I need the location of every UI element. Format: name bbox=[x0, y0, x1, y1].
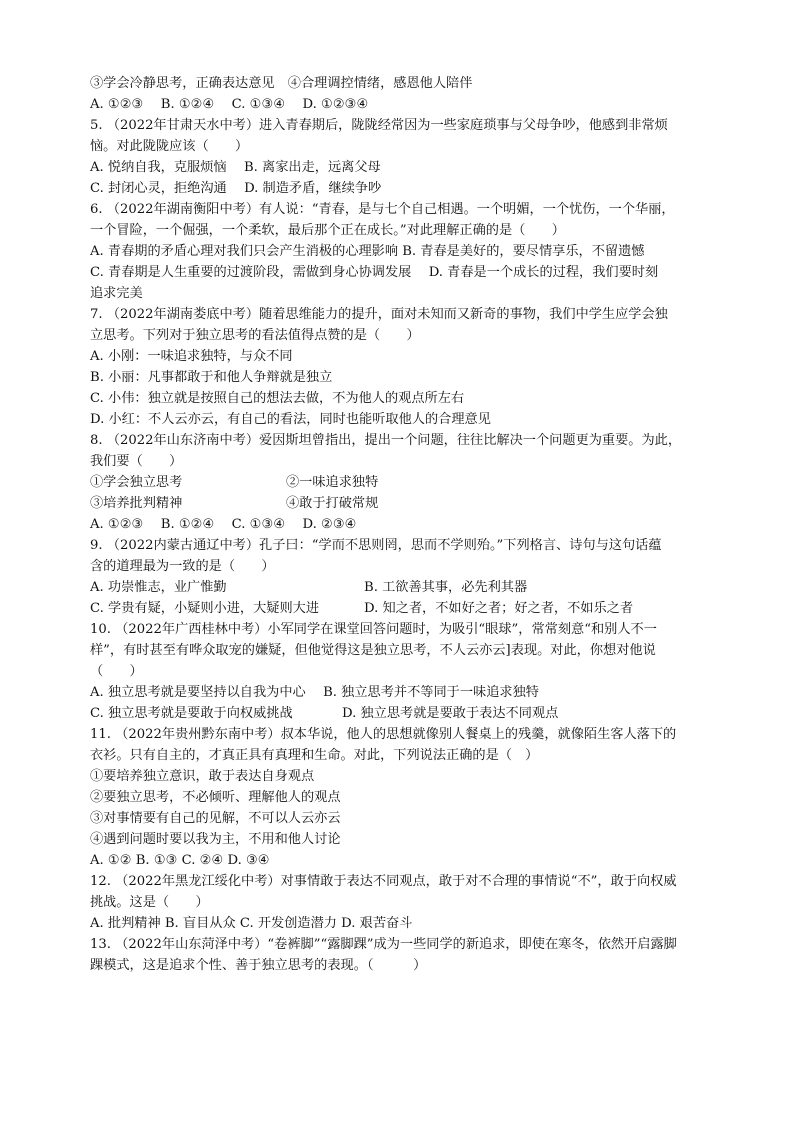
text-line: A. 小刚：一味追求独特，与众不同 bbox=[90, 349, 293, 364]
text-line: 踝模式，这是追求个性、善于独立思考的表现。（ ） bbox=[90, 958, 427, 973]
option-left: A. 功崇惟志，业广惟勤 bbox=[90, 580, 227, 595]
option-right: B. 工欲善其事，必先利其器 bbox=[364, 580, 528, 595]
text-line: （ ） bbox=[90, 664, 143, 679]
text-line: 追求完美 bbox=[90, 286, 143, 301]
text-line: A. 青春期的矛盾心理对我们只会产生消极的心理影响 B. 青春是美好的，要尽情享乐，不留遗憾 bbox=[90, 244, 645, 259]
text-line: 挑战。这是（ ） bbox=[90, 895, 209, 910]
text-line: ④遇到问题时要以我为主，不用和他人讨论 bbox=[90, 832, 341, 847]
option-right: D. 知之者，不如好之者；好之者，不如乐之者 bbox=[364, 601, 634, 616]
text-line: A. ①②③ B. ①②④ C. ①③④ D. ①②③④ bbox=[90, 97, 369, 112]
text-line: 7. （2022年湖南娄底中考）随着思维能力的提升，面对未知而又新奇的事物，我们中学生应学会独 bbox=[90, 307, 668, 322]
text-line: 一个冒险，一个倔强，一个柔软，最后那个正在成长。”对此理解正确的是（ ） bbox=[90, 223, 565, 238]
text-line: A. ①② B. ①③ C. ②④ D. ③④ bbox=[90, 853, 270, 868]
option-row bbox=[90, 704, 559, 724]
option-row bbox=[90, 494, 379, 514]
option-row bbox=[90, 578, 528, 598]
text-line: ③学会冷静思考，正确表达意见 ④合理调控情绪，感恩他人陪伴 bbox=[90, 76, 473, 91]
option-right: D. 独立思考就是要敢于表达不同观点 bbox=[342, 706, 559, 721]
text-line: D. 小红：不人云亦云，有自己的看法，同时也能听取他人的合理意见 bbox=[90, 412, 491, 427]
text-line: 11. （2022年贵州黔东南中考）叔本华说，他人的思想就像别人餐桌上的残羹，就像陌生客人落下的 bbox=[90, 727, 677, 742]
text-line: A. ①②③ B. ①②④ C. ①③④ D. ②③④ bbox=[90, 517, 357, 532]
text-line: C. 封闭心灵，拒绝沟通 D. 制造矛盾，继续争吵 bbox=[90, 181, 382, 196]
text-line: 8. （2022年山东济南中考）爱因斯坦曾指出，提出一个问题，往往比解决一个问题更为重要。为此， bbox=[90, 433, 682, 448]
text-line: ②要独立思考，不必倾听、理解他人的观点 bbox=[90, 790, 341, 805]
text-line: 12. （2022年黑龙江绥化中考）对事情敢于表达不同观点，敢于对不合理的事情说“不”，敢于向权威 bbox=[90, 874, 677, 889]
option-left: C. 独立思考就是要敢于向权威挑战 bbox=[90, 706, 293, 721]
text-line: 样”，有时甚至有哗众取宠的嫌疑，但他觉得这是独立思考，不人云亦云]表现。对此，你想对他说 bbox=[90, 643, 656, 658]
text-line: 含的道理最为一致的是（ ） bbox=[90, 559, 275, 574]
text-line: 13. （2022年山东菏泽中考）“卷裤脚”“露脚踝”成为一些同学的新追求，即使在寒冬，依然开启露脚 bbox=[90, 937, 677, 952]
text-line: A. 独立思考就是要坚持以自我为中心 B. 独立思考并不等同于一味追求独特 bbox=[90, 685, 539, 700]
option-left: ①学会独立思考 bbox=[90, 475, 183, 490]
option-right: ④敢于打破常规 bbox=[286, 496, 379, 511]
text-line: A. 批判精神 B. 盲目从众 C. 开发创造潜力 D. 艰苦奋斗 bbox=[90, 916, 413, 931]
option-row bbox=[90, 473, 379, 493]
text-line: C. 小伟：独立就是按照自己的想法去做，不为他人的观点所左右 bbox=[90, 391, 465, 406]
text-line: 6. （2022年湖南衡阳中考）有人说：“青春，是与七个自己相遇。一个明媚，一个忧伤，一个华丽， bbox=[90, 202, 675, 217]
text-line: 10. （2022年广西桂林中考）小军同学在课堂回答问题时，为吸引“眼球”，常常刻意“和别人不一 bbox=[90, 622, 657, 637]
text-line: 立思考。下列对于独立思考的看法值得点赞的是（ ） bbox=[90, 328, 420, 343]
option-row bbox=[90, 599, 634, 619]
text-line: C. 青春期是人生重要的过渡阶段，需做到身心协调发展 D. 青春是一个成长的过程，我们要时刻 bbox=[90, 265, 659, 280]
text-line: 5. （2022年甘肃天水中考）进入青春期后，陇陇经常因为一些家庭琐事与父母争吵，他感到非常烦 bbox=[90, 118, 668, 133]
text-line: 衣衫。只有自主的，才真正具有真理和生命。对此，下列说法正确的是（ ） bbox=[90, 748, 539, 763]
option-left: ③培养批判精神 bbox=[90, 496, 183, 511]
text-line: ③对事情要有自己的见解，不可以人云亦云 bbox=[90, 811, 341, 826]
text-line: A. 悦纳自我，克服烦恼 B. 离家出走，远离父母 bbox=[90, 160, 381, 175]
option-left: C. 学贵有疑，小疑则小进，大疑则大进 bbox=[90, 601, 320, 616]
text-line: 恼。对此陇陇应该（ ） bbox=[90, 139, 249, 154]
text-line: 我们要（ ） bbox=[90, 454, 183, 469]
text-line: 9. （2022内蒙古通辽中考）孔子曰：“学而不思则罔，思而不学则殆。”下列格言、诗句与这句话蕴 bbox=[90, 538, 662, 553]
option-right: ②一味追求独特 bbox=[286, 475, 379, 490]
text-line: ①要培养独立意识，敢于表达自身观点 bbox=[90, 769, 315, 784]
text-line: B. 小丽：凡事都敢于和他人争辩就是独立 bbox=[90, 370, 333, 385]
